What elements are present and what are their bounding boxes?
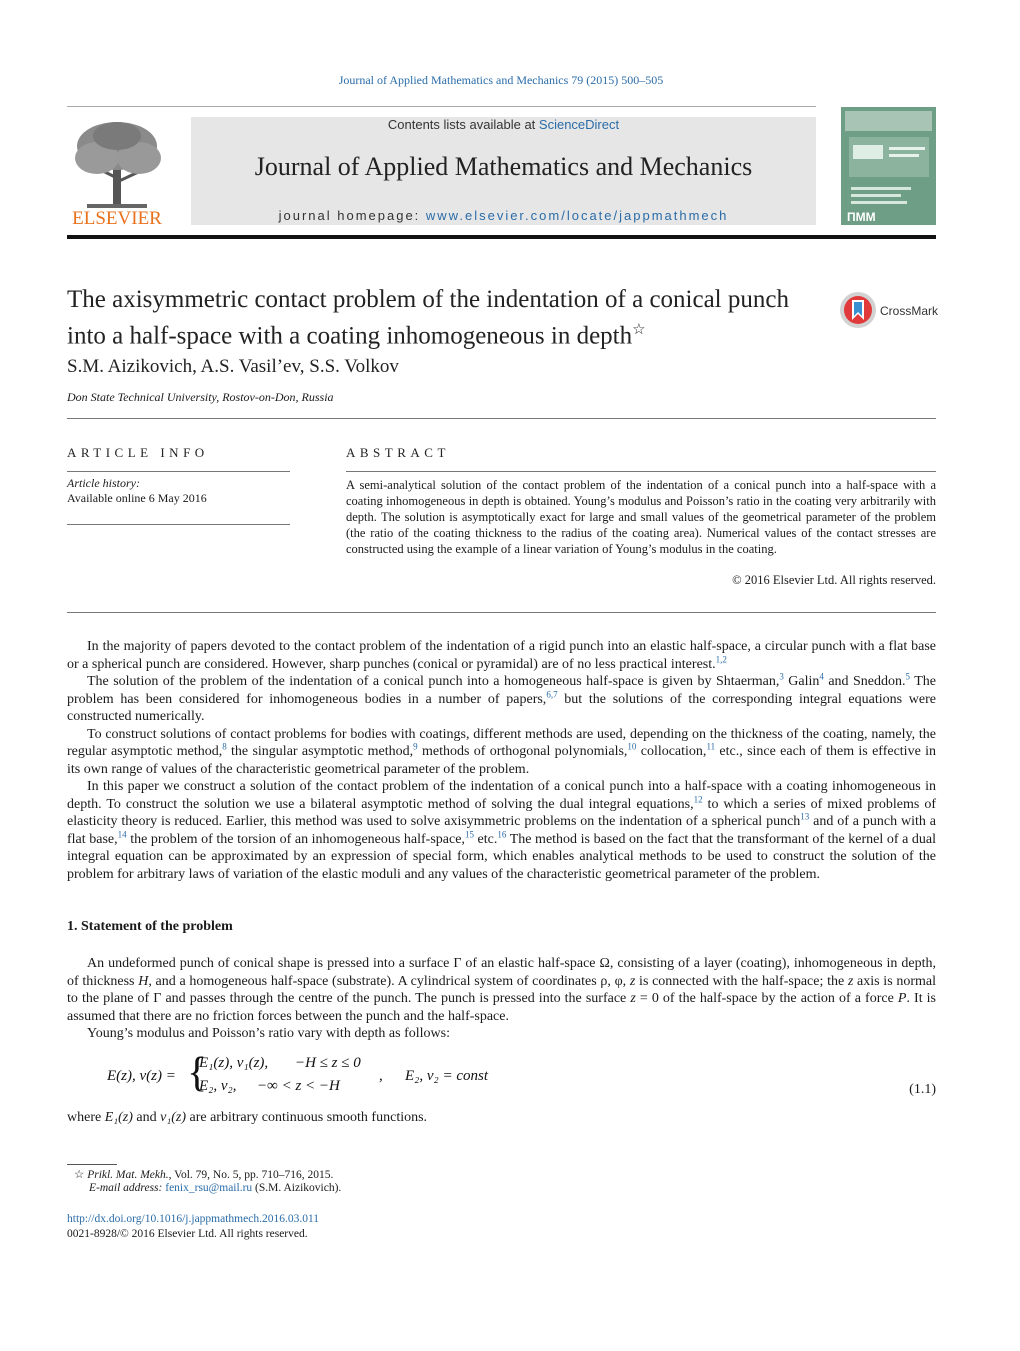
- footnote: ☆ Prikl. Mat. Mekh., Vol. 79, No. 5, pp. 710–716, 2015.: [74, 1169, 334, 1181]
- article-title: [67, 285, 807, 351]
- crossmark-icon: [840, 292, 876, 328]
- svg-text:E(z), ν(z) =: E(z), ν(z) =: [107, 1068, 176, 1084]
- svg-text:ПММ: ПММ: [847, 210, 876, 224]
- abstract-text: A semi-analytical solution of the contact problem of the indentation of a conical punch into a half-space with a coating inhomogeneous in depth is obtained. Young’s modulus and Poisson’s ratio in the coating very arbitrarily with depth. The solution is asymptotically exact for large and small values of the geometrical parameter of the problem (the ratio of the coating thickness to the radius of the coating area). Numerical values of the contact stresses are constructed using the example of a linear variation of Young’s modulus in the coating.: [346, 478, 936, 556]
- divider: [67, 524, 290, 525]
- footnote-email: E-mail address: fenix_rsu@mail.ru (S.M. Aizikovich).: [89, 1182, 342, 1194]
- svg-text:{: {: [187, 1052, 208, 1096]
- citation-link[interactable]: 16: [497, 828, 507, 839]
- citation-link[interactable]: 10: [627, 741, 637, 752]
- paragraph: Young’s modulus and Poisson’s ratio vary with depth as follows:: [87, 1026, 450, 1041]
- svg-text:−H ≤ z ≤ 0: −H ≤ z ≤ 0: [295, 1055, 361, 1071]
- citation-link[interactable]: 4: [819, 671, 824, 682]
- header-thick-rule: [67, 235, 936, 239]
- article-title-text: The axisymmetric contact problem of the indentation of a conical punch into a half-space with a coating inhomogeneous in depth: [67, 286, 789, 350]
- title-footnote-star[interactable]: ☆: [632, 322, 646, 338]
- citation-link[interactable]: 1,2: [715, 653, 727, 664]
- email-link[interactable]: fenix_rsu@mail.ru: [165, 1182, 253, 1194]
- paragraph: To construct solutions of contact problems for bodies with coatings, different methods are used, depending on the thickness of the coating, namely, the regular asymptotic method,$^8$ the singular asymptotic method,$^9$ methods of orthogonal polynomials,$^{10}$ collocation,$^{11}$ etc., since each of them is effective in its own range of values of the characteristic geometrical parameter of the problem.: [67, 726, 936, 777]
- equation-1-1: [107, 1052, 527, 1098]
- citation-link[interactable]: 13: [800, 811, 810, 822]
- crossmark-badge[interactable]: [838, 290, 938, 330]
- authors: S.M. Aizikovich, A.S. Vasil’ev, S.S. Volkov: [67, 356, 399, 377]
- issn-line: 0021-8928/© 2016 Elsevier Ltd. All rights reserved.: [67, 1228, 308, 1240]
- svg-text:CrossMark: CrossMark: [880, 304, 938, 318]
- divider: [67, 471, 290, 472]
- doi-link[interactable]: http://dx.doi.org/10.1016/j.jappmathmech.2016.03.011: [67, 1213, 320, 1225]
- journal-reference-link[interactable]: Journal of Applied Mathematics and Mechanics 79 (2015) 500–505: [338, 73, 664, 87]
- svg-text:E₂, ν₂ = const: E₂, ν₂ = const: [405, 1068, 489, 1084]
- citation-link[interactable]: 6,7: [546, 688, 558, 699]
- article-history-label: Article history:: [67, 476, 140, 490]
- article-history-value: Available online 6 May 2016: [67, 491, 207, 505]
- citation-link[interactable]: 15: [464, 828, 474, 839]
- article-info-heading: ARTICLE INFO: [67, 445, 209, 460]
- footnote-divider: [67, 1164, 117, 1165]
- citation-link[interactable]: 11: [706, 741, 716, 752]
- citation-link[interactable]: 9: [413, 741, 418, 752]
- sciencedirect-link[interactable]: ScienceDirect: [538, 117, 620, 132]
- affiliation: Don State Technical University, Rostov-on-Don, Russia: [67, 390, 334, 404]
- contents-line: [191, 117, 816, 132]
- section-1-text: [67, 955, 936, 1043]
- citation-link[interactable]: 12: [693, 793, 703, 804]
- abstract-copyright: © 2016 Elsevier Ltd. All rights reserved.: [732, 573, 936, 587]
- journal-title: Journal of Applied Mathematics and Mechanics: [254, 152, 753, 181]
- homepage-link[interactable]: www.elsevier.com/locate/jappmathmech: [425, 208, 729, 223]
- citation-link[interactable]: 14: [117, 828, 127, 839]
- citation-link[interactable]: 5: [905, 671, 911, 682]
- journal-cover-image: [841, 107, 936, 225]
- svg-text:,: ,: [379, 1068, 383, 1084]
- paragraph: In this paper we construct a solution of the contact problem of the indentation of a conical punch into a half-space with a coating inhomogeneous in depth. To construct the solution we use a bilateral asymptotic method of solving the dual integral equations,$^{12}$ to which a series of mixed problems of elasticity theory is reduced. Earlier, this method was used to solve axisymmetric problems on the indentation of a spherical punch$^{13}$ and of a punch with a flat base,$^{14}$ the problem of the torsion of an inhomogeneous half-space,$^{15}$ etc.$^{16}$ The method is based on the fact that the transformant of the kernel of a dual integral equation can be approximated by an expression of special form, which enables analytical methods to be used to construct the solution of the problem for arbitrary laws of variation of the elastic moduli and any values of the characteristic geometrical parameter of the problem.: [67, 779, 937, 882]
- paragraph: An undeformed punch of conical shape is pressed into a surface Γ of an elastic half-space Ω, consisting of a layer (coating), inhomogeneous in depth, of thickness H, and a homogeneous half-space (substrate). A cylindrical system of coordinates ρ, φ, z is connected with the half-space; the z axis is normal to the plane of Γ and passes through the centre of the punch. The punch is pressed into the surface z = 0 of the half-space by the action of a force P. It is assumed that there are no friction forces between the punch and the half-space.: [67, 956, 937, 1024]
- svg-text:ELSEVIER: ELSEVIER: [72, 208, 162, 228]
- citation-link[interactable]: 3: [779, 671, 784, 682]
- introduction: [67, 638, 936, 883]
- homepage-line: [191, 208, 816, 223]
- citation-link[interactable]: 8: [222, 741, 227, 752]
- svg-text:−∞ < z < −H: −∞ < z < −H: [257, 1078, 340, 1094]
- divider: [346, 471, 936, 472]
- divider: [67, 418, 936, 419]
- tree-icon: [75, 122, 161, 208]
- header-divider: [67, 106, 816, 107]
- svg-text:E₂, ν₂,: E₂, ν₂,: [199, 1078, 237, 1094]
- contents-prefix: Contents lists available at: [387, 117, 539, 132]
- svg-text:E₁(z), ν₁(z),: E₁(z), ν₁(z),: [199, 1055, 269, 1071]
- paragraph: The solution of the problem of the indentation of a conical punch into a homogeneous half-space is given by Shtaerman,$^3$ Galin$^4$ and Sneddon.$^5$ The problem has been considered for inhomogeneous bodies in a number of papers,$^{6,7}$ but the solutions of the corresponding integral equations were constructed numerically.: [67, 671, 937, 724]
- equation-number: (1.1): [909, 1082, 936, 1097]
- elsevier-logo: [67, 116, 167, 228]
- paragraph: where E₁(z) and ν₁(z) are arbitrary continuous smooth functions.: [67, 1110, 428, 1125]
- homepage-prefix: journal homepage:: [278, 208, 426, 223]
- divider: [67, 612, 936, 613]
- abstract-heading: ABSTRACT: [346, 445, 450, 460]
- section-heading: 1. Statement of the problem: [67, 919, 233, 934]
- paragraph: In the majority of papers devoted to the contact problem of the indentation of a rigid punch into an elastic half-space, a circular punch with a flat base or a spherical punch are considered. However, sharp punches (conical or pyramidal) are of no less practical interest.$^{1,2}$: [67, 639, 936, 672]
